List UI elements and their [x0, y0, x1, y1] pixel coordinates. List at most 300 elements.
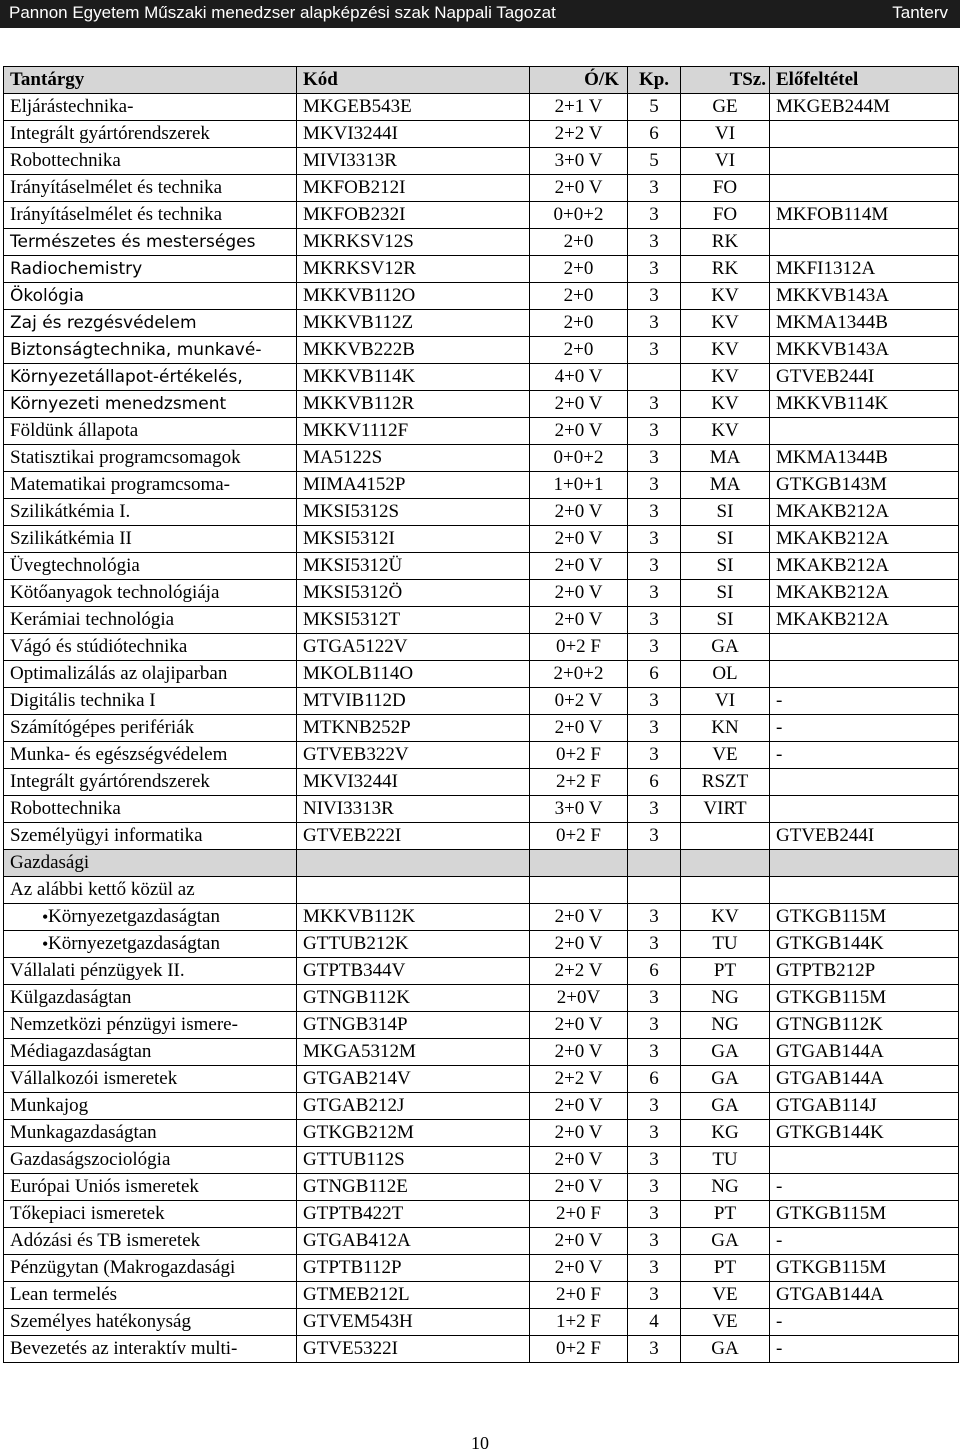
cell-prerequisite: GTKGB115M [770, 904, 959, 931]
cell-department: KG [681, 1120, 770, 1147]
cell-credits: 6 [628, 769, 681, 796]
cell-prerequisite: - [770, 688, 959, 715]
cell-credits: 3 [628, 742, 681, 769]
cell-credits: 3 [628, 715, 681, 742]
cell-prerequisite: MKAKB212A [770, 553, 959, 580]
table-row [4, 742, 959, 769]
cell-department: OL [681, 661, 770, 688]
cell-subject: Vágó és stúdiótechnika [4, 634, 297, 661]
cell-credits: 3 [628, 229, 681, 256]
cell-code: GTNGB314P [297, 1012, 530, 1039]
cell-department: MA [681, 445, 770, 472]
table-row [4, 94, 959, 121]
cell-credits: 3 [628, 418, 681, 445]
cell-department: SI [681, 553, 770, 580]
cell-code: MKKVB112K [297, 904, 530, 931]
curriculum-table-body [4, 67, 959, 1363]
table-row [4, 1309, 959, 1336]
cell-subject: Integrált gyártórendszerek [4, 769, 297, 796]
cell-prerequisite [770, 769, 959, 796]
table-row [4, 283, 959, 310]
cell-subject: Bevezetés az interaktív multi- [4, 1336, 297, 1363]
intro-empty-cell [681, 877, 770, 904]
intro-empty-cell [628, 877, 681, 904]
cell-code: MKKVB112Z [297, 310, 530, 337]
column-header-credits: Kp. [628, 67, 681, 94]
cell-department: NG [681, 1012, 770, 1039]
table-row [4, 1039, 959, 1066]
cell-hours: 2+0 V [530, 1120, 628, 1147]
table-row [4, 1228, 959, 1255]
table-row [4, 445, 959, 472]
cell-hours: 3+0 V [530, 796, 628, 823]
table-header-row [4, 67, 959, 94]
cell-code: MKKVB222B [297, 337, 530, 364]
table-row [4, 823, 959, 850]
cell-code: MKGA5312M [297, 1039, 530, 1066]
cell-code: MKKVB112R [297, 391, 530, 418]
cell-credits: 4 [628, 1309, 681, 1336]
cell-credits: 3 [628, 688, 681, 715]
table-row [4, 499, 959, 526]
table-row [4, 715, 959, 742]
cell-prerequisite: MKKVB143A [770, 283, 959, 310]
cell-credits: 3 [628, 256, 681, 283]
cell-hours: 2+0 V [530, 391, 628, 418]
table-row [4, 337, 959, 364]
cell-subject: Digitális technika I [4, 688, 297, 715]
section-row [4, 850, 959, 877]
table-row [4, 1174, 959, 1201]
cell-prerequisite: GTPTB212P [770, 958, 959, 985]
cell-prerequisite: MKFOB114M [770, 202, 959, 229]
cell-code: MKOLB114O [297, 661, 530, 688]
cell-subject: Személyes hatékonyság [4, 1309, 297, 1336]
cell-subject: Lean termelés [4, 1282, 297, 1309]
cell-code: GTVEM543H [297, 1309, 530, 1336]
cell-prerequisite: - [770, 1174, 959, 1201]
cell-code: MKRKSV12S [297, 229, 530, 256]
cell-credits: 3 [628, 634, 681, 661]
cell-hours: 2+2 V [530, 958, 628, 985]
cell-department: KV [681, 337, 770, 364]
curriculum-table [3, 66, 959, 1363]
table-row [4, 661, 959, 688]
cell-subject: Irányításelmélet és technika [4, 175, 297, 202]
cell-hours: 2+0 V [530, 607, 628, 634]
cell-hours: 2+2 F [530, 769, 628, 796]
cell-prerequisite: - [770, 1228, 959, 1255]
cell-prerequisite: MKFI1312A [770, 256, 959, 283]
cell-credits: 3 [628, 985, 681, 1012]
cell-subject: Kerámiai technológia [4, 607, 297, 634]
cell-credits: 6 [628, 1066, 681, 1093]
cell-prerequisite: MKKVB143A [770, 337, 959, 364]
cell-prerequisite: GTKGB115M [770, 985, 959, 1012]
table-row [4, 1093, 959, 1120]
cell-subject [4, 904, 297, 931]
cell-code: GTPTB422T [297, 1201, 530, 1228]
cell-hours: 0+2 F [530, 823, 628, 850]
cell-hours: 2+0 V [530, 1039, 628, 1066]
table-row [4, 796, 959, 823]
table-row [4, 310, 959, 337]
document-header [0, 0, 960, 28]
table-row [4, 418, 959, 445]
cell-subject: Környezeti menedzsment [4, 391, 297, 418]
cell-credits: 3 [628, 445, 681, 472]
cell-hours: 2+0 V [530, 526, 628, 553]
cell-department: TU [681, 1147, 770, 1174]
cell-credits: 6 [628, 661, 681, 688]
cell-subject-text: Környezetgazdaságtan [48, 933, 220, 954]
cell-hours: 0+2 F [530, 742, 628, 769]
cell-subject: Robottechnika [4, 796, 297, 823]
table-row [4, 607, 959, 634]
cell-prerequisite [770, 121, 959, 148]
section-empty-cell [628, 850, 681, 877]
cell-subject: Környezetállapot-értékelés, [4, 364, 297, 391]
cell-credits: 3 [628, 202, 681, 229]
cell-code: MKKV1112F [297, 418, 530, 445]
cell-code: MKVI3244I [297, 769, 530, 796]
cell-code: MKGEB543E [297, 94, 530, 121]
bullet-icon: • [42, 907, 49, 927]
table-row [4, 958, 959, 985]
section-title: Gazdasági [4, 850, 297, 877]
header-section: Tanterv [892, 3, 948, 22]
table-row [4, 148, 959, 175]
cell-subject: Irányításelmélet és technika [4, 202, 297, 229]
cell-prerequisite: MKAKB212A [770, 580, 959, 607]
cell-subject: Szilikátkémia I. [4, 499, 297, 526]
table-row [4, 931, 959, 958]
cell-department: TU [681, 931, 770, 958]
table-row [4, 634, 959, 661]
cell-prerequisite [770, 229, 959, 256]
cell-prerequisite: GTGAB144A [770, 1282, 959, 1309]
cell-hours: 0+2 V [530, 688, 628, 715]
cell-department: VE [681, 1282, 770, 1309]
cell-credits: 5 [628, 148, 681, 175]
cell-subject: Üvegtechnológia [4, 553, 297, 580]
cell-credits: 3 [628, 1093, 681, 1120]
cell-department: GA [681, 1093, 770, 1120]
cell-hours: 2+0 V [530, 553, 628, 580]
cell-subject: Számítógépes perifériák [4, 715, 297, 742]
cell-department: SI [681, 526, 770, 553]
cell-department: SI [681, 580, 770, 607]
cell-subject: Szilikátkémia II [4, 526, 297, 553]
cell-subject: Kötőanyagok technológiája [4, 580, 297, 607]
cell-department: KV [681, 283, 770, 310]
cell-code: GTMEB212L [297, 1282, 530, 1309]
table-row [4, 175, 959, 202]
cell-hours: 2+0 V [530, 931, 628, 958]
cell-credits: 3 [628, 1012, 681, 1039]
cell-code: GTGAB214V [297, 1066, 530, 1093]
cell-prerequisite: MKAKB212A [770, 607, 959, 634]
table-row [4, 1336, 959, 1363]
cell-prerequisite: GTVEB244I [770, 823, 959, 850]
cell-subject: Robottechnika [4, 148, 297, 175]
cell-department: PT [681, 958, 770, 985]
cell-credits: 3 [628, 904, 681, 931]
cell-credits: 3 [628, 553, 681, 580]
cell-subject: Zaj és rezgésvédelem [4, 310, 297, 337]
cell-credits: 3 [628, 472, 681, 499]
cell-hours: 2+0 V [530, 580, 628, 607]
cell-prerequisite [770, 418, 959, 445]
cell-code: MKKVB114K [297, 364, 530, 391]
section-empty-cell [770, 850, 959, 877]
cell-department: RSZT [681, 769, 770, 796]
cell-code: MKFOB212I [297, 175, 530, 202]
cell-subject: Munkajog [4, 1093, 297, 1120]
cell-hours: 0+0+2 [530, 445, 628, 472]
cell-credits: 3 [628, 1228, 681, 1255]
cell-hours: 2+2 V [530, 121, 628, 148]
cell-credits: 3 [628, 283, 681, 310]
cell-prerequisite: GTNGB112K [770, 1012, 959, 1039]
cell-department: SI [681, 499, 770, 526]
cell-credits: 3 [628, 580, 681, 607]
cell-department: NG [681, 1174, 770, 1201]
cell-prerequisite: MKAKB212A [770, 499, 959, 526]
cell-subject: Földünk állapota [4, 418, 297, 445]
cell-prerequisite [770, 796, 959, 823]
cell-hours: 2+0 V [530, 1147, 628, 1174]
cell-subject: Biztonságtechnika, munkavé- [4, 337, 297, 364]
cell-code: MKSI5312I [297, 526, 530, 553]
cell-hours: 2+0 V [530, 175, 628, 202]
cell-hours: 1+2 F [530, 1309, 628, 1336]
cell-credits: 3 [628, 526, 681, 553]
bullet-icon: • [42, 934, 49, 954]
cell-code: MKRKSV12R [297, 256, 530, 283]
cell-code: MKKVB112O [297, 283, 530, 310]
cell-hours: 2+0 [530, 229, 628, 256]
cell-prerequisite: GTGAB144A [770, 1066, 959, 1093]
cell-code: MKSI5312S [297, 499, 530, 526]
cell-department: MA [681, 472, 770, 499]
cell-credits: 3 [628, 391, 681, 418]
cell-subject: Eljárástechnika- [4, 94, 297, 121]
cell-code: MTVIB112D [297, 688, 530, 715]
cell-hours: 0+2 F [530, 634, 628, 661]
table-row [4, 472, 959, 499]
cell-department: GA [681, 1336, 770, 1363]
cell-code: GTNGB112E [297, 1174, 530, 1201]
cell-department: VE [681, 742, 770, 769]
cell-hours: 0+2 F [530, 1336, 628, 1363]
table-row [4, 121, 959, 148]
cell-prerequisite: GTGAB114J [770, 1093, 959, 1120]
section-empty-cell [530, 850, 628, 877]
table-row [4, 364, 959, 391]
cell-hours: 2+0 [530, 310, 628, 337]
cell-prerequisite: GTKGB144K [770, 931, 959, 958]
cell-prerequisite: MKMA1344B [770, 310, 959, 337]
cell-department: RK [681, 256, 770, 283]
table-row [4, 391, 959, 418]
table-row [4, 1201, 959, 1228]
cell-prerequisite: MKAKB212A [770, 526, 959, 553]
cell-hours: 2+0V [530, 985, 628, 1012]
cell-hours: 2+0 V [530, 1012, 628, 1039]
cell-code: MKSI5312Ö [297, 580, 530, 607]
cell-subject: Munkagazdaságtan [4, 1120, 297, 1147]
cell-subject [4, 931, 297, 958]
cell-prerequisite [770, 1147, 959, 1174]
column-header-hours: Ó/K [530, 67, 628, 94]
cell-subject: Ökológia [4, 283, 297, 310]
cell-prerequisite: GTKGB115M [770, 1255, 959, 1282]
table-row [4, 202, 959, 229]
cell-prerequisite: MKKVB114K [770, 391, 959, 418]
table-row [4, 1066, 959, 1093]
cell-department: GA [681, 1066, 770, 1093]
cell-credits: 3 [628, 1336, 681, 1363]
cell-subject: Európai Uniós ismeretek [4, 1174, 297, 1201]
cell-code: GTGA5122V [297, 634, 530, 661]
cell-hours: 2+0 V [530, 1228, 628, 1255]
section-intro-row [4, 877, 959, 904]
table-row [4, 688, 959, 715]
cell-subject: Munka- és egészségvédelem [4, 742, 297, 769]
cell-credits: 3 [628, 1255, 681, 1282]
cell-code: GTGAB212J [297, 1093, 530, 1120]
cell-subject: Nemzetközi pénzügyi ismere- [4, 1012, 297, 1039]
cell-department: VI [681, 148, 770, 175]
cell-prerequisite: - [770, 742, 959, 769]
table-row [4, 1147, 959, 1174]
cell-hours: 2+0 V [530, 1255, 628, 1282]
cell-subject: Természetes és mesterséges [4, 229, 297, 256]
cell-department: VIRT [681, 796, 770, 823]
cell-code: GTVEB322V [297, 742, 530, 769]
cell-credits [628, 364, 681, 391]
cell-code: GTVE5322I [297, 1336, 530, 1363]
cell-credits: 3 [628, 1147, 681, 1174]
cell-credits: 6 [628, 121, 681, 148]
cell-department: KV [681, 904, 770, 931]
cell-code: MTKNB252P [297, 715, 530, 742]
cell-department: GA [681, 1039, 770, 1066]
cell-department: GE [681, 94, 770, 121]
cell-prerequisite [770, 148, 959, 175]
cell-code: GTVEB222I [297, 823, 530, 850]
cell-code: GTPTB344V [297, 958, 530, 985]
cell-code: MKSI5312T [297, 607, 530, 634]
column-header-department: TSz. [681, 67, 770, 94]
cell-department: GA [681, 634, 770, 661]
cell-prerequisite: GTKGB143M [770, 472, 959, 499]
cell-prerequisite: GTVEB244I [770, 364, 959, 391]
column-header-code: Kód [297, 67, 530, 94]
cell-department: NG [681, 985, 770, 1012]
cell-code: GTPTB112P [297, 1255, 530, 1282]
cell-department: VE [681, 1309, 770, 1336]
page-number: 10 [471, 1433, 489, 1453]
cell-hours: 2+1 V [530, 94, 628, 121]
table-row [4, 553, 959, 580]
cell-credits: 3 [628, 1282, 681, 1309]
cell-code: GTTUB112S [297, 1147, 530, 1174]
cell-code: GTNGB112K [297, 985, 530, 1012]
cell-credits: 3 [628, 1039, 681, 1066]
cell-hours: 4+0 V [530, 364, 628, 391]
cell-department: PT [681, 1201, 770, 1228]
cell-prerequisite [770, 175, 959, 202]
intro-empty-cell [297, 877, 530, 904]
cell-credits: 3 [628, 1120, 681, 1147]
cell-hours: 2+2 V [530, 1066, 628, 1093]
cell-code: MKFOB232I [297, 202, 530, 229]
cell-subject: Személyügyi informatika [4, 823, 297, 850]
cell-code: MIMA4152P [297, 472, 530, 499]
cell-department: GA [681, 1228, 770, 1255]
cell-credits: 3 [628, 607, 681, 634]
cell-hours: 2+0 [530, 283, 628, 310]
cell-prerequisite: GTKGB115M [770, 1201, 959, 1228]
cell-department: PT [681, 1255, 770, 1282]
column-header-prerequisite: Előfeltétel [770, 67, 959, 94]
cell-prerequisite: - [770, 1336, 959, 1363]
cell-hours: 2+0+2 [530, 661, 628, 688]
table-row [4, 1012, 959, 1039]
cell-credits: 6 [628, 958, 681, 985]
cell-code: GTKGB212M [297, 1120, 530, 1147]
cell-subject: Matematikai programcsoma- [4, 472, 297, 499]
cell-prerequisite [770, 634, 959, 661]
cell-credits: 3 [628, 310, 681, 337]
cell-code: GTTUB212K [297, 931, 530, 958]
cell-department: KV [681, 310, 770, 337]
table-row [4, 526, 959, 553]
cell-subject: Radiochemistry [4, 256, 297, 283]
cell-subject-text: Környezetgazdaságtan [48, 906, 220, 927]
cell-credits: 3 [628, 1174, 681, 1201]
cell-subject: Gazdaságszociológia [4, 1147, 297, 1174]
cell-prerequisite: GTKGB144K [770, 1120, 959, 1147]
cell-code: MIVI3313R [297, 148, 530, 175]
table-row [4, 580, 959, 607]
cell-code: MA5122S [297, 445, 530, 472]
cell-subject: Optimalizálás az olajiparban [4, 661, 297, 688]
cell-credits: 3 [628, 823, 681, 850]
cell-subject: Pénzügytan (Makrogazdasági [4, 1255, 297, 1282]
cell-credits: 3 [628, 175, 681, 202]
table-row [4, 1255, 959, 1282]
cell-prerequisite: GTGAB144A [770, 1039, 959, 1066]
section-empty-cell [681, 850, 770, 877]
cell-credits: 5 [628, 94, 681, 121]
cell-department: FO [681, 175, 770, 202]
cell-prerequisite [770, 661, 959, 688]
cell-department: FO [681, 202, 770, 229]
cell-code: MKSI5312Ü [297, 553, 530, 580]
section-empty-cell [297, 850, 530, 877]
cell-code: NIVI3313R [297, 796, 530, 823]
cell-hours: 2+0 F [530, 1201, 628, 1228]
cell-hours: 2+0 V [530, 418, 628, 445]
table-row [4, 1120, 959, 1147]
cell-credits: 3 [628, 931, 681, 958]
cell-credits: 3 [628, 1201, 681, 1228]
cell-hours: 2+0 [530, 337, 628, 364]
cell-hours: 2+0 V [530, 1093, 628, 1120]
